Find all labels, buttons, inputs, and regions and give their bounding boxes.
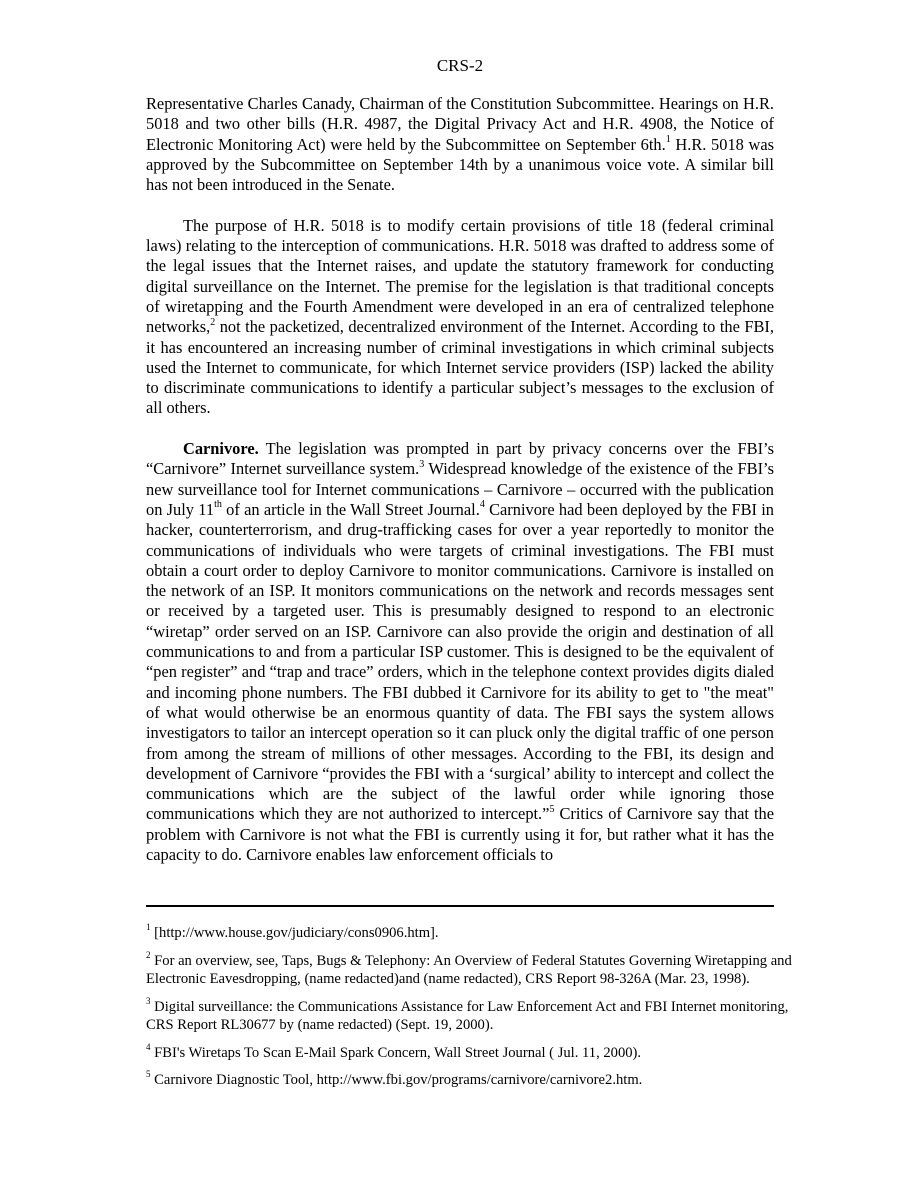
- footnote-1: [146, 924, 796, 943]
- footnote-ref-2[interactable]: 2: [210, 316, 216, 328]
- footnote-number: 4: [146, 1041, 151, 1052]
- ordinal-suffix: th: [214, 499, 222, 511]
- footnote-text: Digital surveillance: the Communications Assistance for Law Enforcement Act and FBI Internet monitoring, CRS Report RL30677 by (name redacted) (Sept. 19, 2000).: [146, 998, 789, 1033]
- footnote-4: [146, 1041, 796, 1063]
- paragraph-text: The legislation was prompted in part by privacy concerns over the FBI’s “Carnivore” Internet surveillance system.: [146, 439, 774, 479]
- paragraph-text: Widespread knowledge of the existence of the FBI’s new surveillance tool for Internet communications – Carnivore – occurred with the publication on July 11: [146, 459, 774, 519]
- footnote-5: [146, 1071, 796, 1090]
- paragraph-continuation: [146, 94, 774, 195]
- paragraph-text: of an article in the Wall Street Journal.: [221, 499, 480, 519]
- footnote-ref-1[interactable]: 1: [665, 134, 671, 146]
- footnote-ref-5[interactable]: 5: [549, 803, 555, 815]
- paragraph-text: H.R. 5018 was approved by the Subcommittee on September 14th by a unanimous voice vote. A similar bill has not been introduced in the Senate.: [146, 134, 775, 195]
- footnote-separator: [146, 905, 774, 907]
- footnote-3: [146, 995, 796, 1035]
- footnote-number: 5: [146, 1069, 151, 1080]
- page-number: CRS-2: [436, 56, 484, 75]
- footnote-ref-3[interactable]: 3: [419, 458, 425, 470]
- footnote-text: For an overview, see, Taps, Bugs & Telephony: An Overview of Federal Statutes Governing Wiretapping and Electronic Eavesdropping, (name redacted)and (name redacted), CRS Report 98-326A (Mar. 23, 1998).: [146, 952, 792, 987]
- footnote-text: FBI's Wiretaps To Scan E-Mail Spark Concern, Wall Street Journal ( Jul. 11, 2000).: [154, 1044, 642, 1061]
- footnote-number: 2: [146, 949, 151, 960]
- footnotes: [146, 924, 796, 1099]
- paragraph-text: Carnivore had been deployed by the FBI in hacker, counterterrorism, and drug-trafficking cases for over a year reportedly to monitor the communications of individuals who were targets of criminal investigations. The FBI must obtain a court order to deploy Carnivore to monitor communications. Carnivore is installed on the network of an ISP. It monitors communications on the network and records messages sent or received by a targeted user. This is presumably designed to respond to an electronic “wiretap” order served on an ISP. Carnivore can also provide the origin and destination of all communications to and from a particular ISP customer. This is designed to be the equivalent of “pen register” and “trap and trace” orders, which in the telephone context provides digits dialed and incoming phone numbers. The FBI dubbed it Carnivore for its ability to get to "the meat" of what would otherwise be an enormous quantity of data. The FBI says the system allows investigators to tailor an intercept operation so it can pluck only the digital traffic of one person from among the stream of millions of other messages. According to the FBI, its design and development of Carnivore “provides the FBI with a ‘surgical’ ability to intercept and collect the communications which are the subject of the lawful order while ignoring those communications which they are not authorized to intercept.”: [146, 499, 774, 824]
- footnote-2: [146, 949, 796, 989]
- paragraph-carnivore: [146, 439, 774, 865]
- paragraph-text: Representative Charles Canady, Chairman of the Constitution Subcommittee. Hearings on H.R. 5018 and two other bills (H.R. 4987, the Digital Privacy Act and H.R. 4908, the Notice of Electronic Monitoring Act) were held by the Subcommittee on September 6th.: [146, 94, 774, 154]
- footnote-text[interactable]: [http://www.house.gov/judiciary/cons0906.htm].: [154, 925, 439, 941]
- footnote-ref-4[interactable]: 4: [479, 499, 485, 511]
- footnote-number: 1: [146, 922, 151, 933]
- body-text: [146, 94, 774, 886]
- paragraph-text: The purpose of H.R. 5018 is to modify certain provisions of title 18 (federal criminal laws) relating to the interception of communications. H.R. 5018 was drafted to address some of the legal issues that the Internet raises, and update the statutory framework for conducting digital surveillance on the Internet. The premise for the legislation is that traditional concepts of wiretapping and the Fourth Amendment were developed in an era of centralized telephone networks,: [146, 215, 774, 337]
- paragraph-text: Critics of Carnivore say that the problem with Carnivore is not what the FBI is currently using it for, but rather what it has the capacity to do. Carnivore enables law enforcement officials to: [146, 804, 774, 864]
- paragraph-text: not the packetized, decentralized environment of the Internet. According to the FBI, it has encountered an increasing number of criminal investigations in which criminal subjects used the Internet to communicate, for which Internet service providers (ISP) lacked the ability to discriminate communications to identify a particular subject’s messages to the exclusion of all others.: [146, 317, 774, 418]
- footnote-number: 3: [146, 995, 151, 1006]
- footnote-text[interactable]: Carnivore Diagnostic Tool, http://www.fbi.gov/programs/carnivore/carnivore2.htm.: [154, 1072, 643, 1088]
- run-in-heading: Carnivore.: [183, 439, 259, 459]
- paragraph-purpose: [146, 216, 774, 419]
